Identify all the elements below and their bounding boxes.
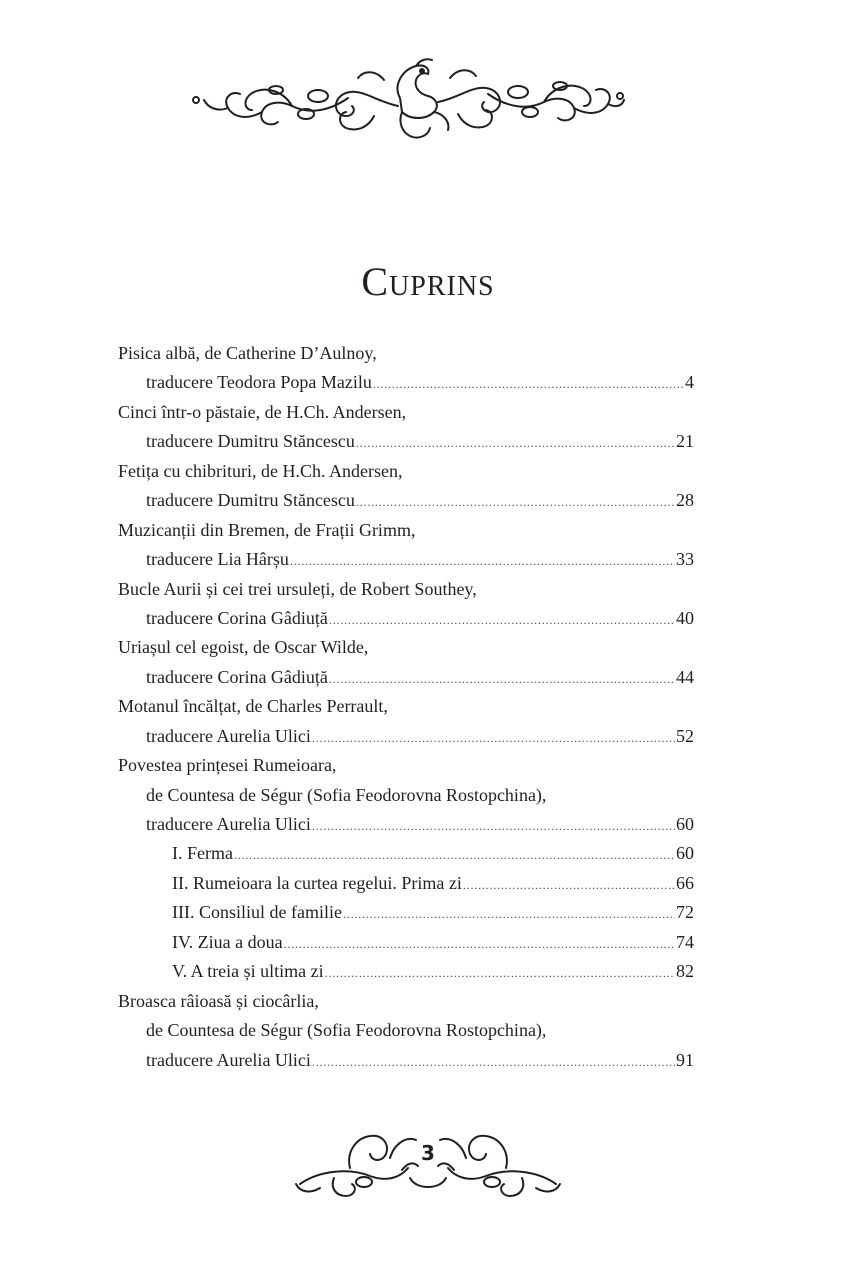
toc-leader-dots <box>463 871 675 900</box>
toc-leader-dots <box>329 665 675 694</box>
toc-entry-text: traducere Aurelia Ulici <box>146 1049 311 1070</box>
toc-entry-text: traducere Lia Hârșu <box>146 549 289 570</box>
toc-leader-dots <box>290 547 675 576</box>
toc-entry <box>118 898 694 927</box>
toc-leader-dots <box>356 488 675 517</box>
toc-heading <box>118 633 694 662</box>
toc-entry-text: traducere Aurelia Ulici <box>146 725 311 746</box>
toc-page-number: 21 <box>676 431 694 452</box>
toc-entry-text: traducere Corina Gâdiuță <box>146 607 328 628</box>
toc-page-number: 33 <box>676 549 694 570</box>
toc-entry-text: IV. Ziua a doua <box>172 931 283 952</box>
toc-page-number: 40 <box>676 607 694 628</box>
toc-entry-text: de Countesa de Ségur (Sofia Feodorovna Rostopchina), <box>146 784 547 805</box>
toc-entry-text: Cinci într-o păstaie, de H.Ch. Andersen, <box>118 401 407 422</box>
toc-entry-text: traducere Dumitru Stăncescu <box>146 490 355 511</box>
toc-leader-dots <box>312 1048 675 1077</box>
toc-entry <box>118 810 694 839</box>
toc-entry-text: V. A treia și ultima zi <box>172 961 324 982</box>
toc-leader-dots <box>356 429 675 458</box>
toc-entry-text: traducere Aurelia Ulici <box>146 814 311 834</box>
toc-entry <box>118 928 694 957</box>
toc-entry-text: Muzicanții din Bremen, de Frații Grimm, <box>118 519 416 540</box>
toc-page-number: 60 <box>676 843 694 864</box>
toc-heading <box>118 575 694 604</box>
toc-entry-text: de Countesa de Ségur (Sofia Feodorovna Rostopchina), <box>146 1020 547 1041</box>
toc-entry-text: Pisica albă, de Catherine D’Aulnoy, <box>118 343 377 363</box>
toc-entry-text: traducere Dumitru Stăncescu <box>146 431 355 452</box>
toc-leader-dots <box>343 900 675 929</box>
toc-leader-dots <box>312 812 675 841</box>
toc-page-number: 66 <box>676 872 694 893</box>
toc-entry <box>118 486 694 515</box>
floral-scroll-ornament-icon <box>188 50 628 150</box>
toc-page-number: 82 <box>676 961 694 982</box>
toc-leader-dots <box>284 930 675 959</box>
toc-leader-dots <box>373 370 684 399</box>
toc-page-number: 60 <box>676 814 694 834</box>
toc-entry-text: Broasca râioasă și ciocârlia, <box>118 990 319 1011</box>
page-number <box>0 1140 856 1166</box>
toc-heading <box>118 781 694 810</box>
toc-entry-text: Povestea prințesei Rumeioara, <box>118 755 337 776</box>
toc-leader-dots <box>329 606 675 635</box>
toc-entry-text: Uriașul cel egoist, de Oscar Wilde, <box>118 637 369 658</box>
toc-entry-text: Motanul încălțat, de Charles Perrault, <box>118 696 388 717</box>
toc-heading <box>118 457 694 486</box>
toc-entry-text: traducere Teodora Popa Mazilu <box>146 372 372 393</box>
toc-page-number: 44 <box>676 666 694 687</box>
toc-page-number: 52 <box>676 725 694 746</box>
page-number-value: 3 <box>418 1141 438 1165</box>
toc-heading <box>118 692 694 721</box>
toc-page-number: 74 <box>676 931 694 952</box>
table-of-contents <box>118 339 694 1075</box>
toc-page-number: 28 <box>676 490 694 511</box>
toc-entry-text: traducere Corina Gâdiuță <box>146 666 328 687</box>
toc-leader-dots <box>312 724 675 753</box>
toc-heading <box>118 516 694 545</box>
toc-heading <box>118 751 694 780</box>
toc-heading <box>118 339 694 368</box>
toc-entry <box>118 839 694 868</box>
toc-entry <box>118 427 694 456</box>
toc-entry-text: I. Ferma <box>172 843 233 864</box>
toc-entry <box>118 722 694 751</box>
toc-heading <box>118 1016 694 1045</box>
toc-leader-dots <box>325 959 675 988</box>
page-title: Cuprins <box>361 259 495 304</box>
toc-entry <box>118 663 694 692</box>
toc-page-number: 4 <box>685 372 694 393</box>
toc-entry <box>118 604 694 633</box>
toc-heading <box>118 987 694 1016</box>
toc-entry <box>118 368 694 397</box>
toc-entry-text: II. Rumeioara la curtea regelui. Prima zi <box>172 872 462 893</box>
toc-page-number: 72 <box>676 902 694 923</box>
toc-entry-text: Fetița cu chibrituri, de H.Ch. Andersen, <box>118 460 403 481</box>
toc-heading <box>118 398 694 427</box>
toc-page-number: 91 <box>676 1049 694 1070</box>
toc-entry <box>118 869 694 898</box>
toc-entry-text: III. Consiliul de familie <box>172 902 342 923</box>
toc-entry <box>118 545 694 574</box>
toc-leader-dots <box>234 841 675 870</box>
toc-entry <box>118 1046 694 1075</box>
toc-entry-text: Bucle Aurii și cei trei ursuleți, de Robert Southey, <box>118 578 477 599</box>
toc-entry <box>118 957 694 986</box>
